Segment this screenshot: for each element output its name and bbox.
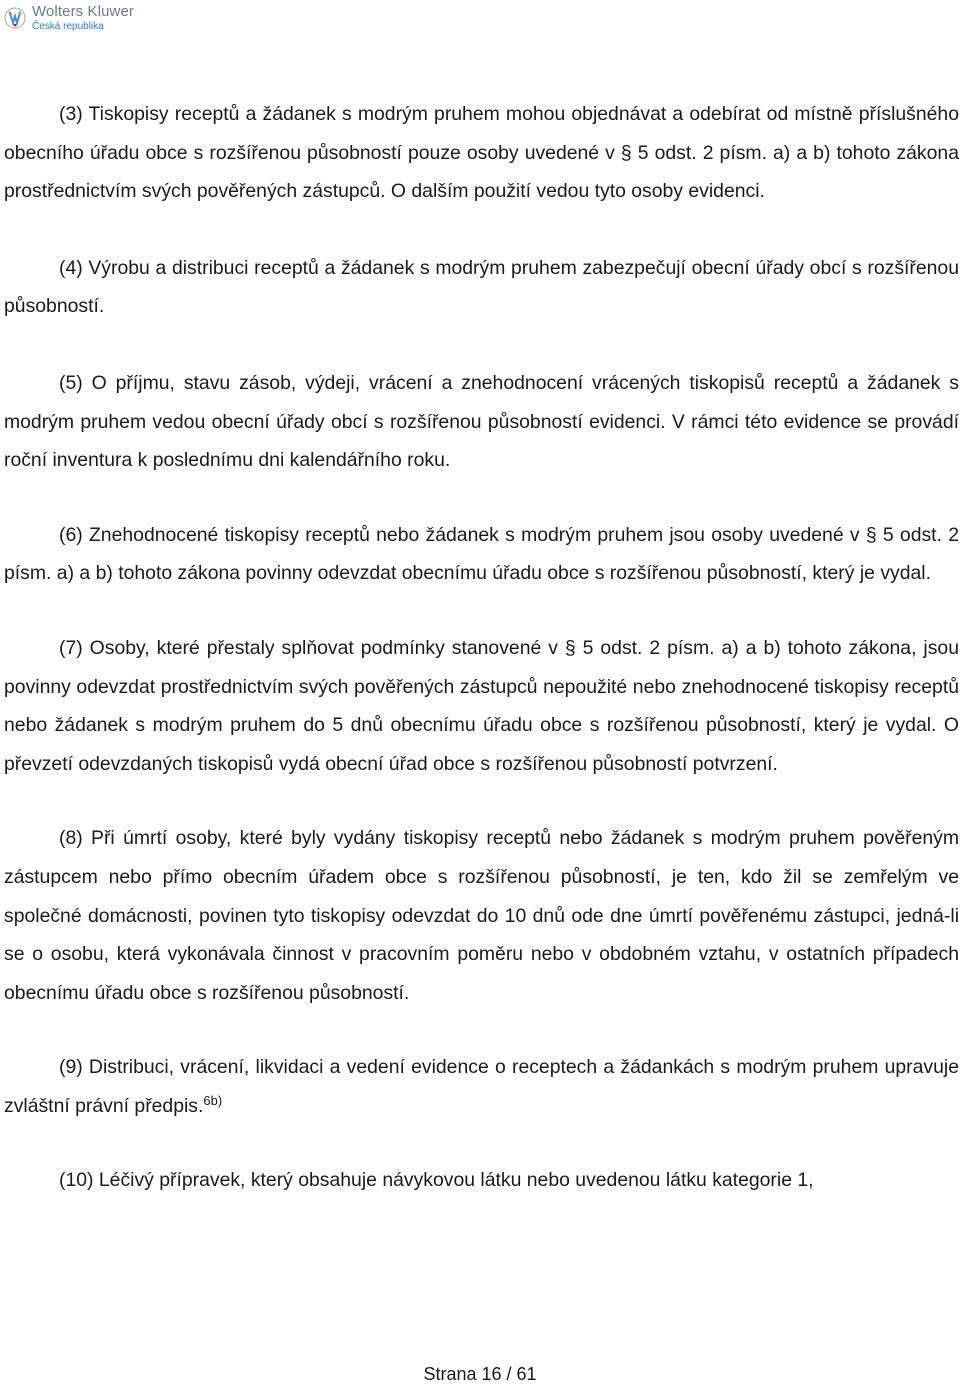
document-body <box>4 95 959 1200</box>
paragraph-4: (4) Výrobu a distribuci receptů a žádanek s modrým pruhem zabezpečují obecní úřady obcí s rozšířenou působností. <box>4 256 959 318</box>
paragraph-6: (6) Znehodnocené tiskopisy receptů nebo žádanek s modrým pruhem jsou osoby uvedené v § 5 odst. 2 písm. a) a b) tohoto zákona povinny odevzdat obecnímu úřadu obce s rozšířenou působností, který je vydal. <box>4 523 959 585</box>
paragraph-9 <box>4 1048 959 1125</box>
page-number: Strana 16 / 61 <box>423 1364 537 1384</box>
brand-subtitle: Česká republika <box>32 21 104 32</box>
paragraph-3: (3) Tiskopisy receptů a žádanek s modrým pruhem mohou objednávat a odebírat od místně příslušného obecního úřadu obce s rozšířenou působností pouze osoby uvedené v § 5 odst. 2 písm. a) a b) tohoto zákona prostřednictvím svých pověřených zástupců. O dalším použití vedou tyto osoby evidenci. <box>4 103 959 203</box>
paragraph-8: (8) Při úmrtí osoby, které byly vydány tiskopisy receptů nebo žádanek s modrým pruhem pověřeným zástupcem nebo přímo obecním úřadem obce s rozšířenou působností, je ten, kdo žil se zemřelým ve společné domácnosti, povinen tyto tiskopisy odevzdat do 10 dnů ode dne úmrtí pověřenému zástupci, jedná-li se o osobu, která vykonávala činnost v pracovním poměru nebo v obdobném vztahu, v ostatních případech obecnímu úřadu obce s rozšířenou působností. <box>4 827 959 1004</box>
paragraph-9-text: (9) Distribuci, vrácení, likvidaci a vedení evidence o receptech a žádankách s modrým pruhem upravuje zvláštní právní předpis. <box>4 1056 959 1117</box>
wolters-kluwer-logo-icon <box>4 7 26 29</box>
footnote-ref-6b[interactable]: 6b) <box>203 1092 223 1108</box>
paragraph-10: (10) Léčivý přípravek, který obsahuje návykovou látku nebo uvedenou látku kategorie 1, <box>59 1169 814 1192</box>
paragraph-7: (7) Osoby, které přestaly splňovat podmínky stanovené v § 5 odst. 2 písm. a) a b) tohoto zákona, jsou povinny odevzdat prostřednictvím svých pověřených zástupců nepoužité nebo znehodnocené tiskopisy receptů nebo žádanek s modrým pruhem do 5 dnů obecnímu úřadu obce s rozšířenou působností, který je vydal. O převzetí odevzdaných tiskopisů vydá obecní úřad obce s rozšířenou působností potvrzení. <box>4 636 959 775</box>
brand-logo <box>4 4 134 32</box>
paragraph-5: (5) O příjmu, stavu zásob, výdeji, vrácení a znehodnocení vrácených tiskopisů receptů a žádanek s modrým pruhem vedou obecní úřady obcí s rozšířenou působností evidenci. V rámci této evidence se provádí roční inventura k poslednímu dni kalendářního roku. <box>4 371 959 472</box>
brand-name: Wolters Kluwer <box>32 3 134 20</box>
